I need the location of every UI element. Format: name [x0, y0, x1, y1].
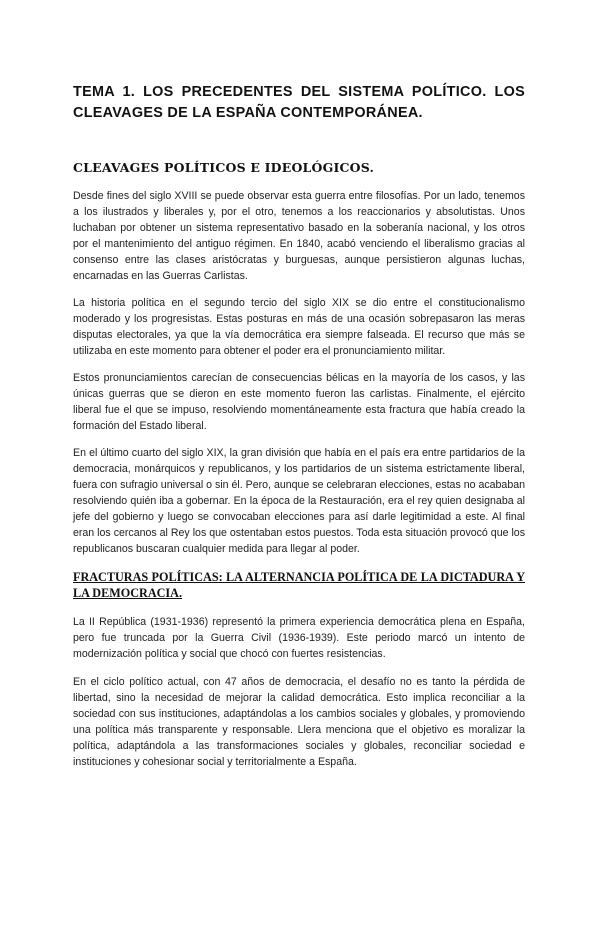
paragraph: Desde fines del siglo XVIII se puede observar esta guerra entre filosofías. Por un lado, tenemos a los ilustrados y liberales y, por el otro, tenemos a los reaccionarios y absolutistas. Unos luchaban por obtener un sistema representativo basado en la soberanía nacional, y los otros por el mantenimiento del antiguo régimen. En 1840, acabó venciendo el liberalismo gracias al consenso entre las clases aristócratas y burguesas, aunque persistieron algunas luchas, encarnadas en las Guerras Carlistas. [73, 190, 525, 282]
section-heading-cleavages: CLEAVAGES POLÍTICOS E IDEOLÓGICOS. [73, 160, 375, 175]
paragraph: Estos pronunciamientos carecían de consecuencias bélicas en la mayoría de los casos, y las únicas guerras que se dieron en este momento fueron las carlistas. Finalmente, el ejército liberal fue el que se impuso, resolviendo momentáneamente esta fractura que había creado la formación del Estado liberal. [73, 372, 525, 432]
document-page [0, 82, 600, 930]
section-heading-fracturas: FRACTURAS POLÍTICAS: LA ALTERNANCIA POLÍTICA DE LA DICTADURA Y LA DEMOCRACIA. [73, 570, 525, 600]
paragraph: En el último cuarto del siglo XIX, la gran división que había en el país era entre partidarios de la democracia, monárquicos y republicanos, y los partidarios de un sistema estrictamente liberal, fuera con sufragio universal o sin él. Pero, aunque se celebraran elecciones, estas no acababan resolviendo quién iba a gobernar. En la época de la Restauración, era el rey quien designaba al jefe del gobierno y luego se convocaban elecciones para así darle legitimidad a este. Al final eran los cercanos al Rey los que ostentaban estos puestos. Toda esta situación provocó que los republicanos buscaran cualquier medida para llegar al poder. [73, 447, 525, 555]
paragraph: En el ciclo político actual, con 47 años de democracia, el desafío no es tanto la pérdida de libertad, sino la necesidad de mejorar la calidad democrática. Esto implica reconciliar a la sociedad con sus instituciones, adaptándolas a los cambios sociales y globales, y promoviendo una política más transparente y responsable. Llera menciona que el objetivo es moralizar la política, adaptándola a las transformaciones sociales y globales, reconciliar sociedad e instituciones y cohesionar social y territorialmente a España. [73, 676, 525, 768]
paragraph: La II República (1931-1936) representó la primera experiencia democrática plena en España, pero fue truncada por la Guerra Civil (1936-1939). Este periodo marcó un intento de modernización política y social que chocó con fuertes resistencias. [73, 616, 525, 660]
paragraph: La historia política en el segundo tercio del siglo XIX se dio entre el constitucionalismo moderado y los progresistas. Estas posturas en más de una ocasión sobrepasaron las meras disputas electorales, ya que la vía democrática era siempre falseada. El recurso que más se utilizaba en este momento para obtener el poder era el pronunciamiento militar. [73, 297, 525, 357]
document-title: TEMA 1. LOS PRECEDENTES DEL SISTEMA POLÍTICO. LOS CLEAVAGES DE LA ESPAÑA CONTEMPORÁNEA. [73, 84, 525, 121]
